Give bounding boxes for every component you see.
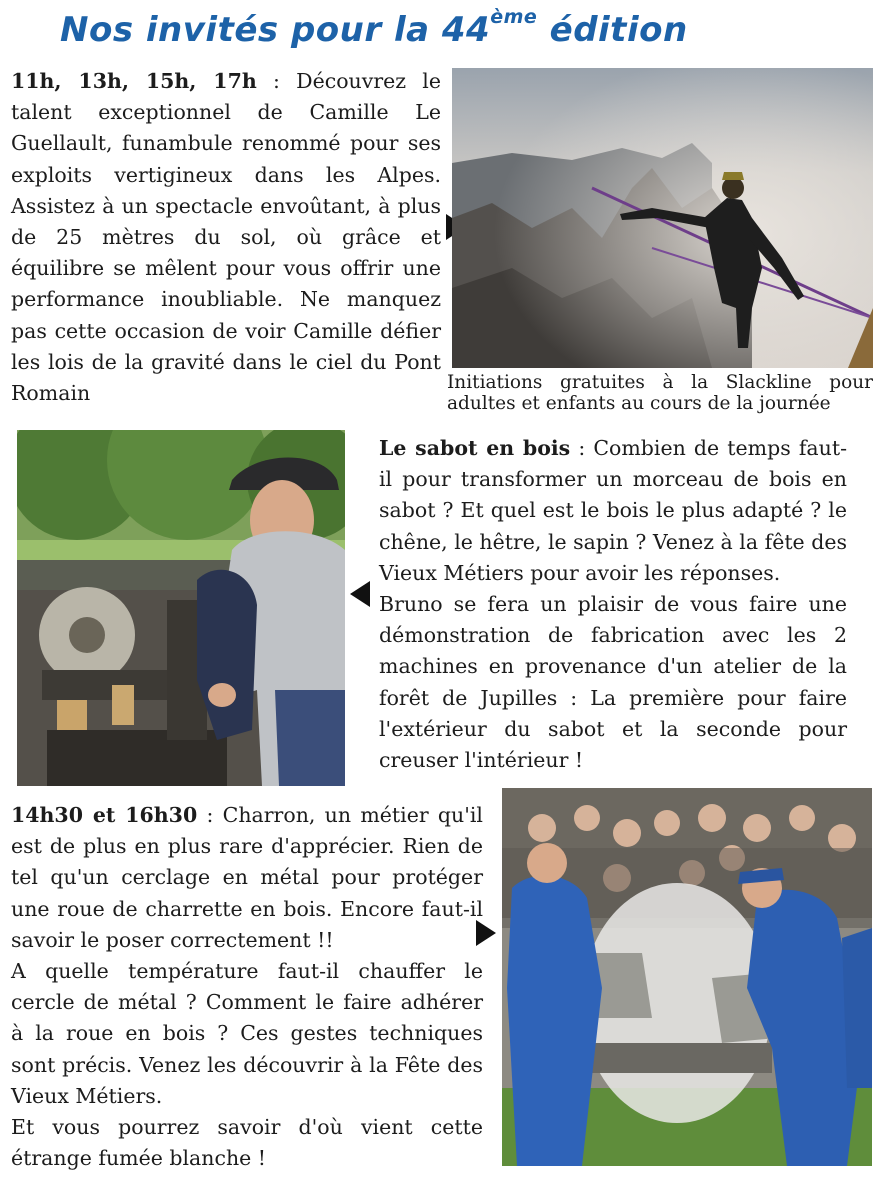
title-superscript: ème bbox=[490, 6, 538, 28]
sabot-description: : Combien de temps faut-il pour transformer un morceau de bois en sabot ? Et quel est le bois le plus adapté ? le chêne, le hêtre, le sapin ? Venez à la fête des Vieux Métiers pour avoir les réponses. bbox=[379, 436, 848, 585]
sabot-text bbox=[379, 433, 847, 776]
slackline-caption: Initiations gratuites à la Slackline pour adultes et enfants au cours de la journée bbox=[447, 372, 873, 414]
charron-text bbox=[11, 800, 483, 1174]
title-end: édition bbox=[537, 10, 688, 50]
pointer-arrow-right-icon bbox=[476, 920, 496, 946]
charron-description: : Charron, un métier qu'il est de plus en plus rare d'apprécier. Rien de tel qu'un cerclage en métal pour protéger une roue de charrette en bois. Encore faut-il savoir le poser correctement !! bbox=[11, 803, 483, 952]
sabot-heading: Le sabot en bois bbox=[379, 436, 571, 460]
sabot-machine-photo bbox=[17, 430, 345, 786]
charron-times: 14h30 et 16h30 bbox=[11, 803, 198, 827]
title-main: Nos invités pour la 44 bbox=[60, 10, 491, 50]
pointer-arrow-left-icon bbox=[350, 581, 370, 607]
funambule-description: : Découvrez le talent exceptionnel de Camille Le Guellault, funambule renommé pour ses exploits vertigineux dans les Alpes. Assistez à un spectacle envoûtant, à plus de 25 mètres du sol, où grâce et équilibre se mêlent pour vous offrir une performance inoubliable. Ne manquez pas cette occasion de voir Camille défier les lois de la gravité dans le ciel du Pont Romain bbox=[11, 69, 441, 406]
funambule-text bbox=[11, 66, 441, 409]
slackline-photo bbox=[452, 68, 873, 368]
charron-questions: A quelle température faut-il chauffer le cercle de métal ? Comment le faire adhérer à la roue en bois ? Ces gestes techniques sont précis. Venez les découvrir à la Fête des Vieux Métiers. bbox=[11, 959, 483, 1108]
funambule-times: 11h, 13h, 15h, 17h bbox=[11, 69, 257, 93]
charron-photo bbox=[502, 788, 872, 1166]
charron-smoke: Et vous pourrez savoir d'où vient cette étrange fumée blanche ! bbox=[11, 1115, 483, 1171]
page-title bbox=[60, 6, 820, 50]
sabot-demonstration: Bruno se fera un plaisir de vous faire une démonstration de fabrication avec les 2 machines en provenance d'un atelier de la forêt de Jupilles : La première pour faire l'extérieur du sabot et la seconde pour creuser l'intérieur ! bbox=[379, 592, 847, 773]
